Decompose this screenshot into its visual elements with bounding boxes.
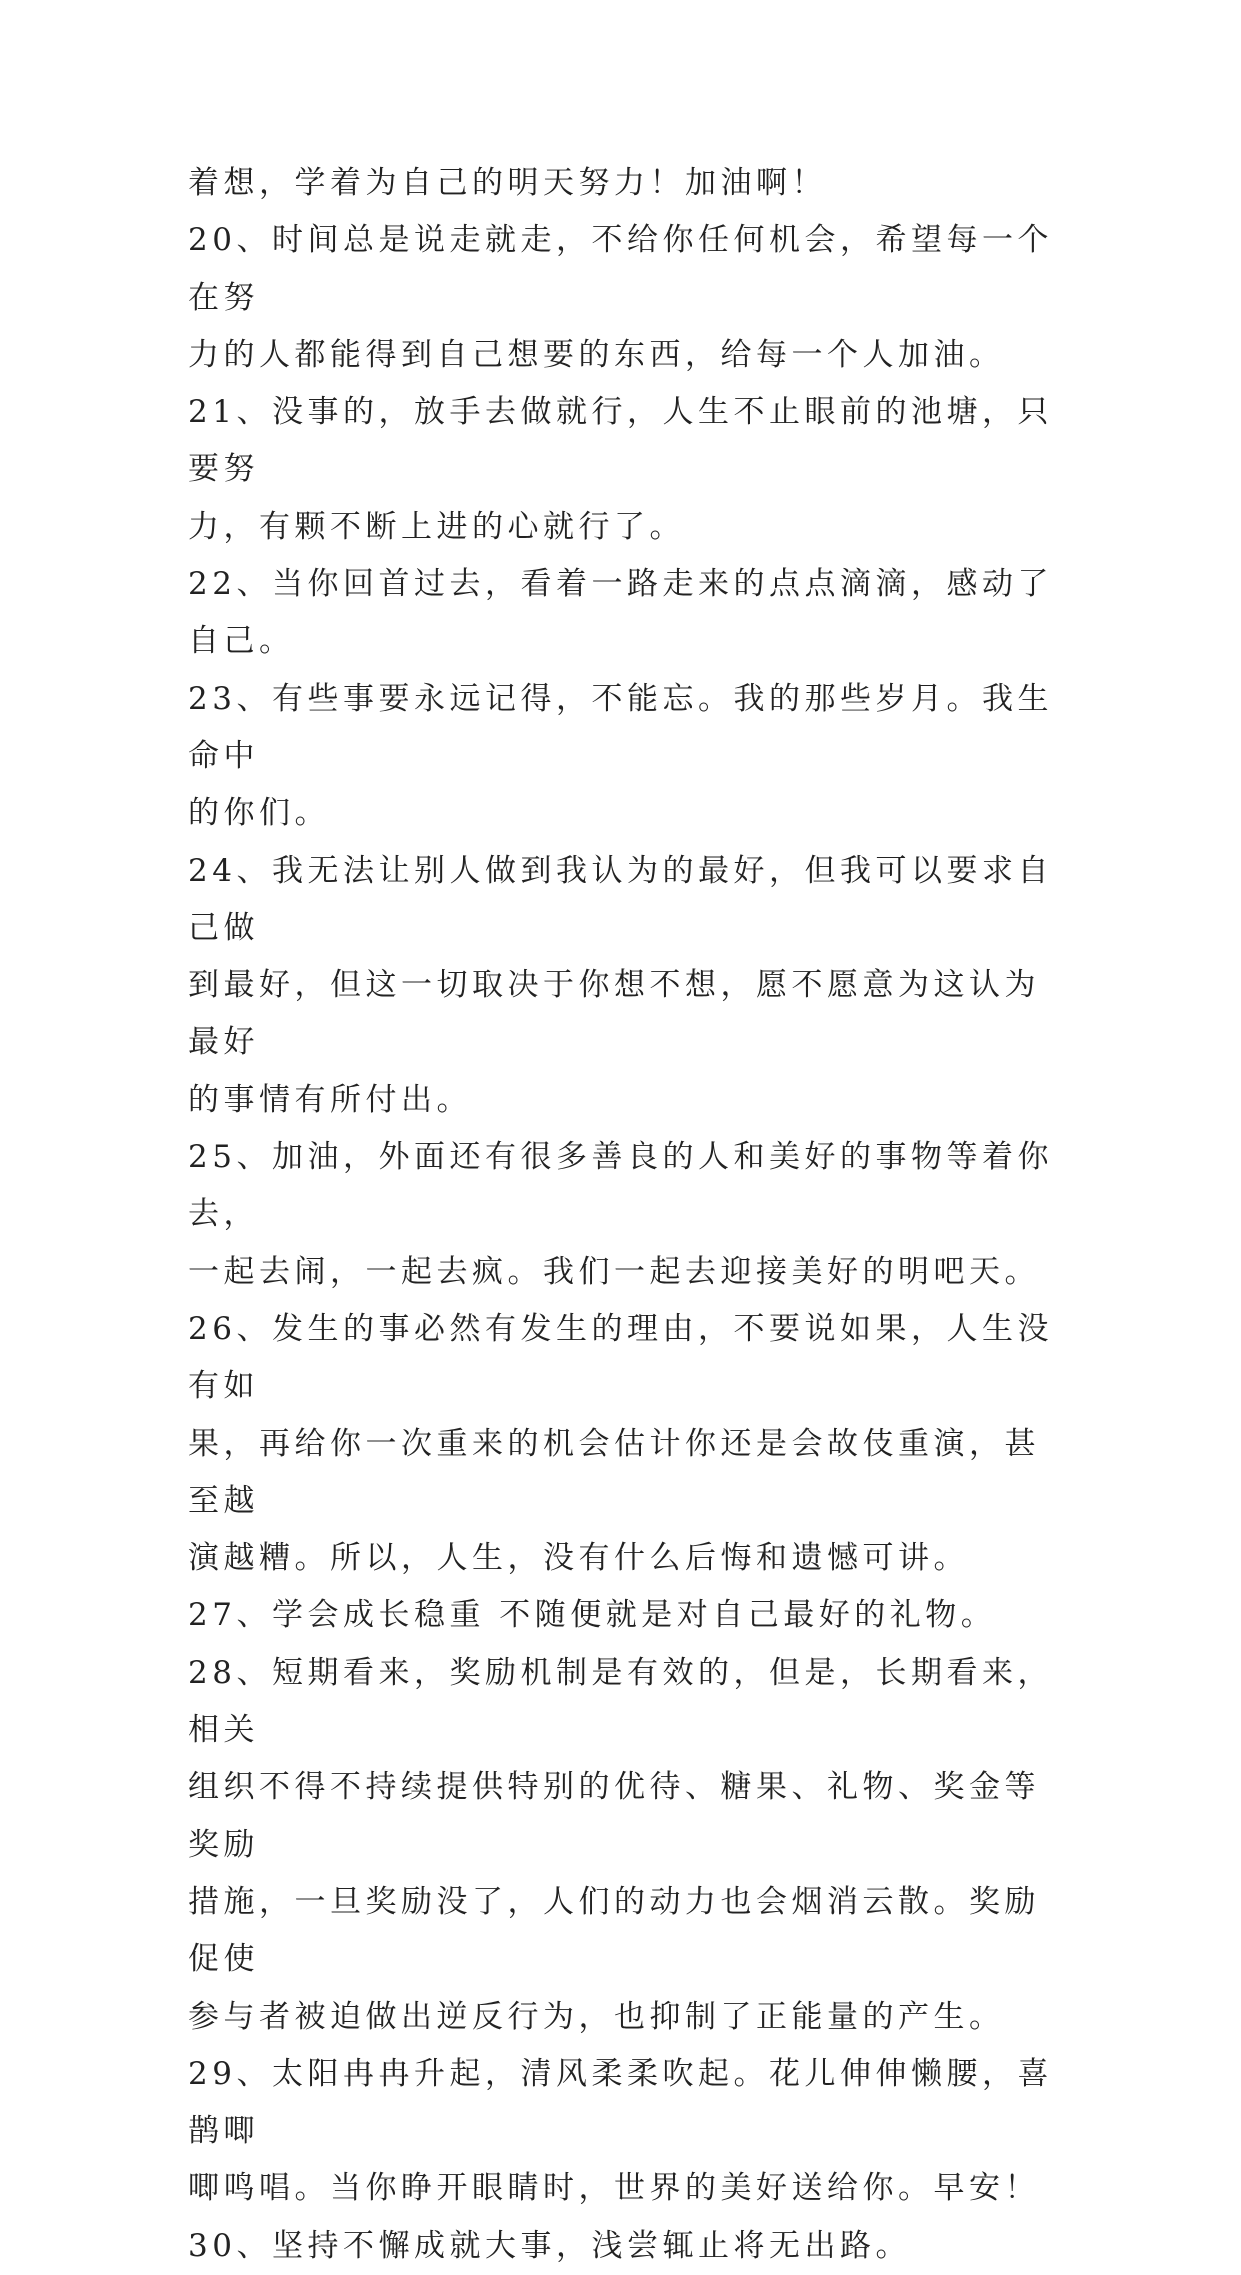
- text-line: 的你们。: [188, 795, 330, 832]
- text-line: 25、加油，外面还有很多善良的人和美好的事物等着你去，: [188, 1139, 1053, 1233]
- text-line: 力的人都能得到自己想要的东西，给每一个人加油。: [188, 336, 1005, 373]
- text-line: 21、没事的，放手去做就行，人生不止眼前的池塘，只要努: [188, 394, 1053, 488]
- text-line: 29、太阳冉冉升起，清风柔柔吹起。花儿伸伸懒腰，喜鹊唧: [188, 2055, 1053, 2150]
- text-line: 演越糟。所以，人生，没有什么后悔和遗憾可讲。: [188, 1540, 969, 1577]
- text-line: 26、发生的事必然有发生的理由，不要说如果，人生没有如: [188, 1310, 1053, 1405]
- text-line: 到最好，但这一切取决于你想不想，愿不愿意为这认为最好: [188, 967, 1040, 1061]
- text-line: 着想，学着为自己的明天努力！加油啊！: [188, 165, 827, 201]
- text-line: 组织不得不持续提供特别的优待、糖果、礼物、奖金等奖励: [188, 1769, 1040, 1863]
- text-line: 20、时间总是说走就走，不给你任何机会，希望每一个在努: [188, 222, 1053, 316]
- text-line: 力，有颗不断上进的心就行了。: [188, 508, 685, 545]
- text-line: 的事情有所付出。: [188, 1081, 472, 1118]
- document-body: [188, 155, 1068, 2275]
- text-line: 果，再给你一次重来的机会估计你还是会故伎重演，甚至越: [188, 1425, 1040, 1519]
- text-line: 24、我无法让别人做到我认为的最好，但我可以要求自己做: [188, 852, 1053, 946]
- text-line: 23、有些事要永远记得，不能忘。我的那些岁月。我生命中: [188, 680, 1053, 774]
- text-line: 28、短期看来，奖励机制是有效的，但是，长期看来，相关: [188, 1654, 1053, 1749]
- text-line: 一起去闹，一起去疯。我们一起去迎接美好的明吧天。: [188, 1253, 1040, 1290]
- text-line: 参与者被迫做出逆反行为，也抑制了正能量的产生。: [188, 1998, 1005, 2035]
- text-line: 30、坚持不懈成就大事，浅尝辄止将无出路。: [188, 2227, 911, 2264]
- text-line: 措施，一旦奖励没了，人们的动力也会烟消云散。奖励促使: [188, 1883, 1040, 1978]
- text-line: 唧鸣唱。当你睁开眼睛时，世界的美好送给你。早安！: [188, 2170, 1040, 2207]
- text-line: 27、学会成长稳重 不随便就是对自己最好的礼物。: [188, 1597, 997, 1634]
- text-line: 22、当你回首过去，看着一路走来的点点滴滴，感动了自己。: [188, 566, 1053, 660]
